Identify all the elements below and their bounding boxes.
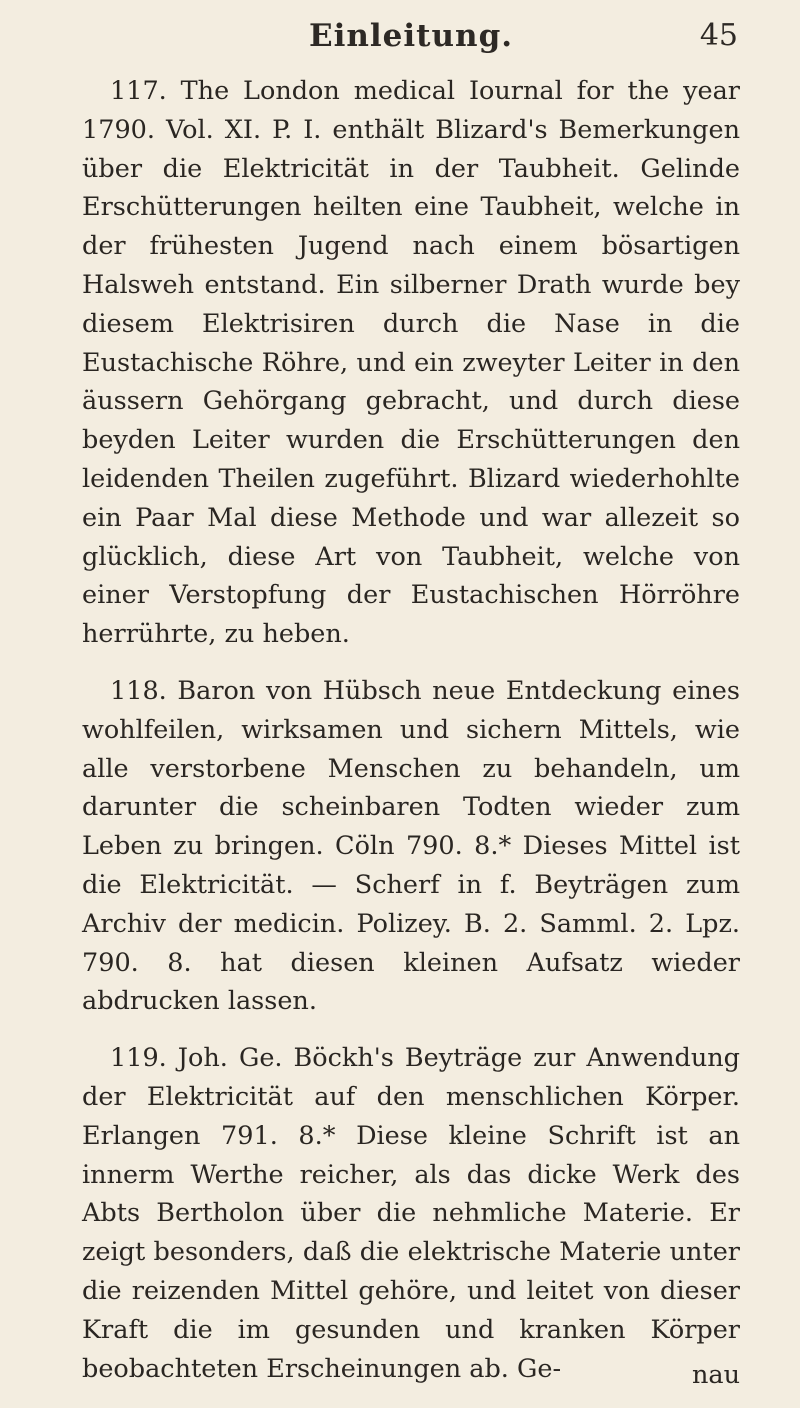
entry-117: 117. The London medical Iournal for the year 1790. Vol. XI. P. I. enthält Blizard's Bemerkungen über die Elektricität in der Taubheit. Gelinde Erschütterungen heilten eine Taubheit, welche in der frühesten Jugend nach einem bösartigen Halsweh entstand. Ein silberner Drath wurde bey diesem Elektrisiren durch die Nase in die Eustachische Röhre, und ein zweyter Leiter in den äussern Gehörgang gebracht, und durch diese beyden Leiter wurden die Erschütterungen den leidenden Theilen zugeführt. Blizard wiederhohlte ein Paar Mal diese Methode und war allezeit so glücklich, diese Art von Taubheit, welche von einer Verstopfung der Eustachischen Hörröhre herrührte, zu heben. (82, 76, 740, 650)
page-number: 45 (699, 18, 738, 53)
entry-119: 119. Joh. Ge. Böckh's Beyträge zur Anwendung der Elektricität auf den menschlichen Körper. Erlangen 791. 8.* Diese kleine Schrift ist an innerm Werthe reicher, als das dicke Werk des Abts Bertholon über die nehmliche Materie. Er zeigt besonders, daß die elektrische Materie unter die reizenden Mittel gehöre, und leitet von dieser Kraft die im gesunden und kranken Körper beobachteten Erscheinungen ab. Ge- (82, 1043, 740, 1384)
catchword: nau (691, 1360, 740, 1390)
page-body (82, 72, 740, 1388)
running-head: Einleitung. (308, 18, 514, 54)
entry-118: 118. Baron von Hübsch neue Entdeckung eines wohlfeilen, wirksamen und sichern Mittels, wie alle verstorbene Menschen zu behandeln, um darunter die scheinbaren Todten wieder zum Leben zu bringen. Cöln 790. 8.* Dieses Mittel ist die Elektricität. — Scherf in f. Beyträgen zum Archiv der medicin. Polizey. B. 2. Samml. 2. Lpz. 790. 8. hat diesen kleinen Aufsatz wieder abdrucken lassen. (82, 675, 740, 1017)
page-header (82, 0, 740, 72)
